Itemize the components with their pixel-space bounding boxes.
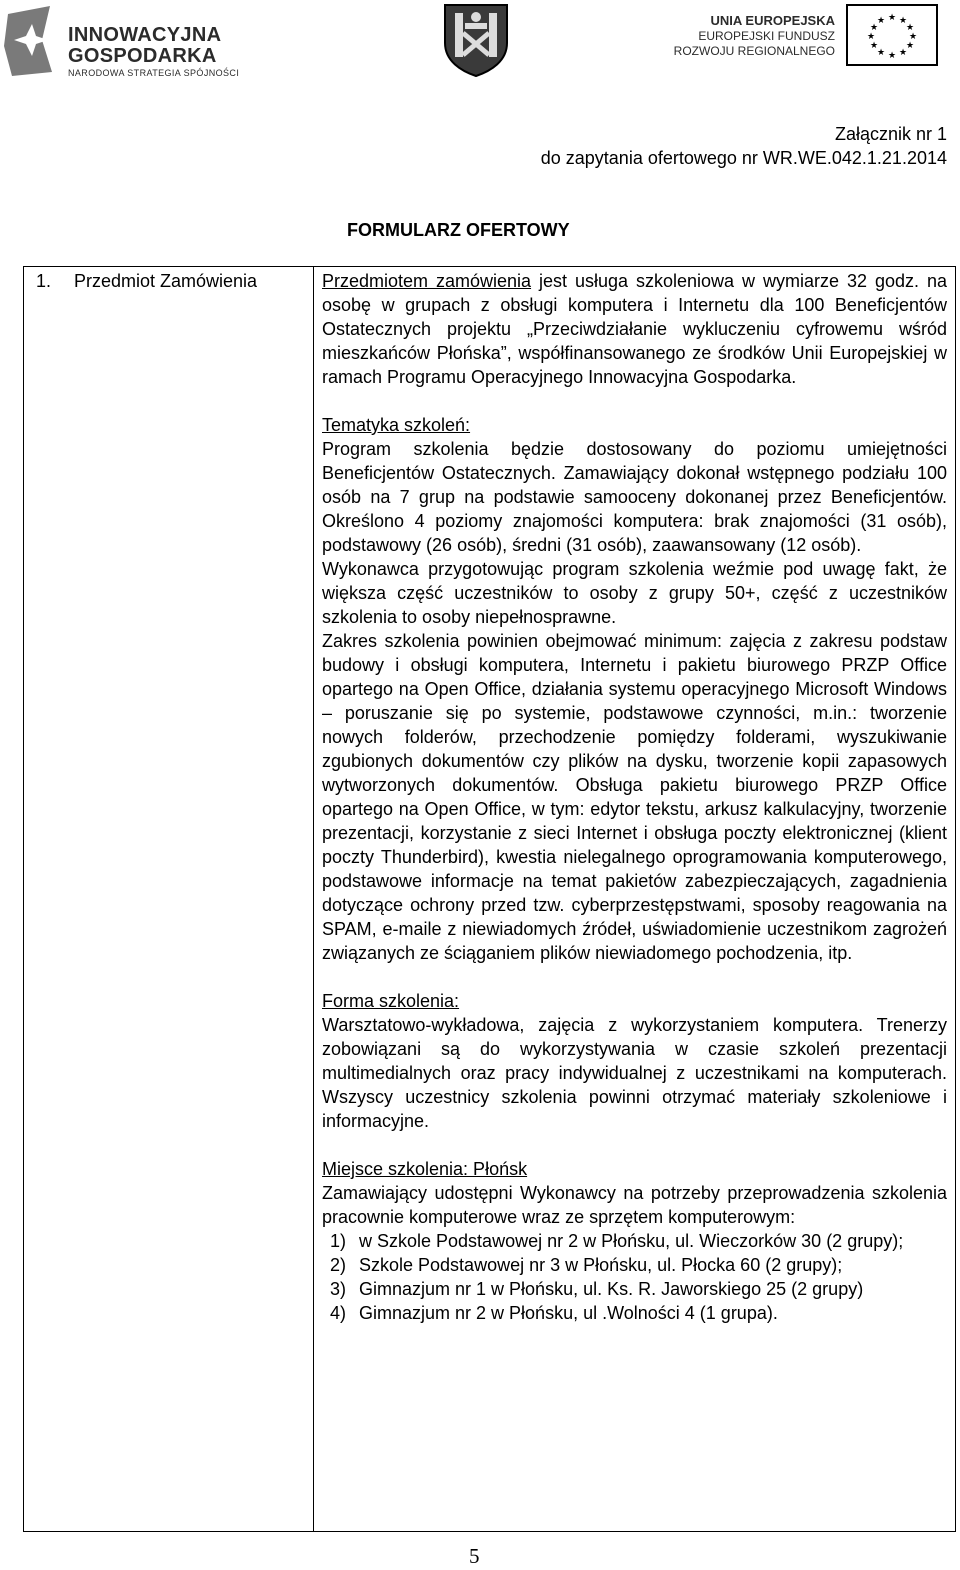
logo-ue-line3: ROZWOJU REGIONALNEGO bbox=[673, 44, 835, 58]
list-item bbox=[322, 1301, 947, 1325]
annex-line1: Załącznik nr 1 bbox=[834, 124, 947, 144]
list-item-text: Gimnazjum nr 2 w Płońsku, ul .Wolności 4 (1 grupa). bbox=[359, 1303, 778, 1323]
page-number: 5 bbox=[469, 1544, 480, 1568]
svg-text:★: ★ bbox=[887, 13, 897, 23]
logo-ue-line1: UNIA EUROPEJSKA bbox=[710, 13, 835, 28]
list-item bbox=[322, 1229, 947, 1253]
list-item-number: 4) bbox=[330, 1303, 347, 1323]
place-heading: Miejsce szkolenia: Płońsk bbox=[322, 1159, 528, 1179]
annex-line2: do zapytania ofertowego nr WR.WE.042.1.21.2014 bbox=[540, 148, 947, 168]
row-number: 1. bbox=[36, 271, 52, 291]
place-paragraph: Zamawiający udostępni Wykonawcy na potrzeby przeprowadzenia szkolenia pracownie komputerowe wraz ze sprzętem komputerowym: bbox=[322, 1183, 947, 1227]
svg-text:★: ★ bbox=[866, 32, 876, 42]
offer-table bbox=[23, 266, 956, 1532]
column-divider bbox=[313, 267, 314, 1531]
list-item-text: Szkole Podstawowej nr 3 w Płońsku, ul. Płocka 60 (2 grupy); bbox=[359, 1255, 843, 1275]
svg-text:★: ★ bbox=[876, 48, 886, 58]
annex-reference bbox=[541, 122, 947, 170]
logo-ig-line2: GOSPODARKA bbox=[68, 45, 217, 67]
list-item bbox=[322, 1277, 947, 1301]
subject-heading: Przedmiotem zamówienia bbox=[322, 271, 532, 291]
topics-heading: Tematyka szkoleń: bbox=[322, 415, 471, 435]
svg-text:★: ★ bbox=[908, 32, 918, 42]
list-item-number: 1) bbox=[330, 1231, 347, 1251]
topics-paragraph-2: Wykonawca przygotowując program szkolenia weźmie pod uwagę fakt, że większa część uczestników to osoby z grupy 50+, część z uczestników szkolenia to osoby niepełnosprawne. bbox=[322, 559, 947, 627]
svg-text:★: ★ bbox=[898, 48, 908, 58]
logo-ue-line2: EUROPEJSKI FUNDUSZ bbox=[698, 29, 835, 43]
subject-text: jest usługa szkoleniowa w wymiarze 32 godz. na osobę w grupach z obsługi komputera i Internetu dla 100 Beneficjentów Ostatecznych projektu „Przeciwdziałanie wykluczeniu cyfrowemu wśród mieszkańców Płońska”, współfinansowanego ze środków Unii Europejskiej w ramach Programu Operacyjnego Innowacyjna Gospodarka. bbox=[322, 271, 947, 387]
svg-text:★: ★ bbox=[876, 16, 886, 26]
innowacyjna-gospodarka-logo bbox=[4, 6, 244, 76]
eu-flag-icon bbox=[846, 4, 938, 66]
list-item-text: w Szkole Podstawowej nr 2 w Płońsku, ul. Wieczorków 30 (2 grupy); bbox=[359, 1231, 904, 1251]
topics-paragraph-3: Zakres szkolenia powinien obejmować minimum: zajęcia z zakresu podstaw budowy i obsługi komputera, Internetu i pakietu biurowego PRZP Office opartego na Open Office, działania systemu operacyjnego Microsoft Windows – poruszanie się po systemie, podstawowe czynności, m.in.: tworzenie nowych folderów, przechodzenie pomiędzy folderami, wyszukiwanie zgubionych dokumentów czy plików na dysku, tworzenie kopii zapasowych wytworzonych dokumentów. Obsługa pakietu biurowego PRZP Office opartego na Open Office, w tym: edytor tekstu, arkusz kalkulacyjny, tworzenie prezentacji, korzystanie z sieci Internet i obsługa poczty elektronicznej (klient poczty Thunderbird), kwestia nielegalnego oprogramowania komputerowego, podstawowe informacje na temat pakietów zabezpieczających, zagadnienia dotyczące ochrony przed tzw. cyberprzestępstwami, sposoby reagowania na SPAM, e-maile z niewiadomych źródeł, uświadomienie uczestnikom zagrożeń związanych ze ściąganiem plików niewiadomego pochodzenia, itp. bbox=[322, 631, 947, 963]
list-item-number: 3) bbox=[330, 1279, 347, 1299]
svg-text:★: ★ bbox=[905, 23, 915, 33]
form-paragraph: Warsztatowo-wykładowa, zajęcia z wykorzystaniem komputera. Trenerzy zobowiązani są do wykorzystywania w czasie szkoleń prezentacji multimedialnych oraz pracy indywidualnej z uczestnikami na komputerach. Wszyscy uczestnicy szkolenia powinni otrzymać materiały szkoleniowe i informacyjne. bbox=[322, 1015, 947, 1131]
location-list bbox=[322, 1229, 947, 1325]
logo-ig-line1: INNOWACYJNA bbox=[68, 24, 222, 46]
row-label: Przedmiot Zamówienia bbox=[74, 271, 258, 291]
list-item-number: 2) bbox=[330, 1255, 347, 1275]
ig-star-icon bbox=[4, 6, 56, 76]
logo-ig-line3: NARODOWA STRATEGIA SPÓJNOŚCI bbox=[68, 68, 240, 78]
svg-text:★: ★ bbox=[898, 16, 908, 26]
svg-text:★: ★ bbox=[869, 41, 879, 51]
form-title: FORMULARZ OFERTOWY bbox=[347, 220, 570, 240]
list-item bbox=[322, 1253, 947, 1277]
row-label-cell bbox=[36, 269, 257, 293]
eu-fund-logo bbox=[673, 4, 940, 68]
topics-paragraph-1: Program szkolenia będzie dostosowany do poziomu umiejętności Beneficjentów Ostatecznych. Zamawiający dokonał wstępnego podziału 100 osób na 7 grup na podstawie samooceny dokonanej przez Beneficjentów. Określono 4 poziomy znajomości komputera: brak znajomości (31 osób), podstawowy (26 osób), średni (31 osób), zaawansowany (12 osób). bbox=[322, 439, 947, 555]
row-content-cell bbox=[322, 269, 947, 1325]
form-heading: Forma szkolenia: bbox=[322, 991, 460, 1011]
svg-text:★: ★ bbox=[905, 41, 915, 51]
svg-text:★: ★ bbox=[887, 51, 897, 61]
plonsk-crest-icon bbox=[443, 3, 509, 77]
subject-paragraph bbox=[322, 269, 947, 389]
svg-text:★: ★ bbox=[869, 23, 879, 33]
list-item-text: Gimnazjum nr 1 w Płońsku, ul. Ks. R. Jaworskiego 25 (2 grupy) bbox=[359, 1279, 864, 1299]
